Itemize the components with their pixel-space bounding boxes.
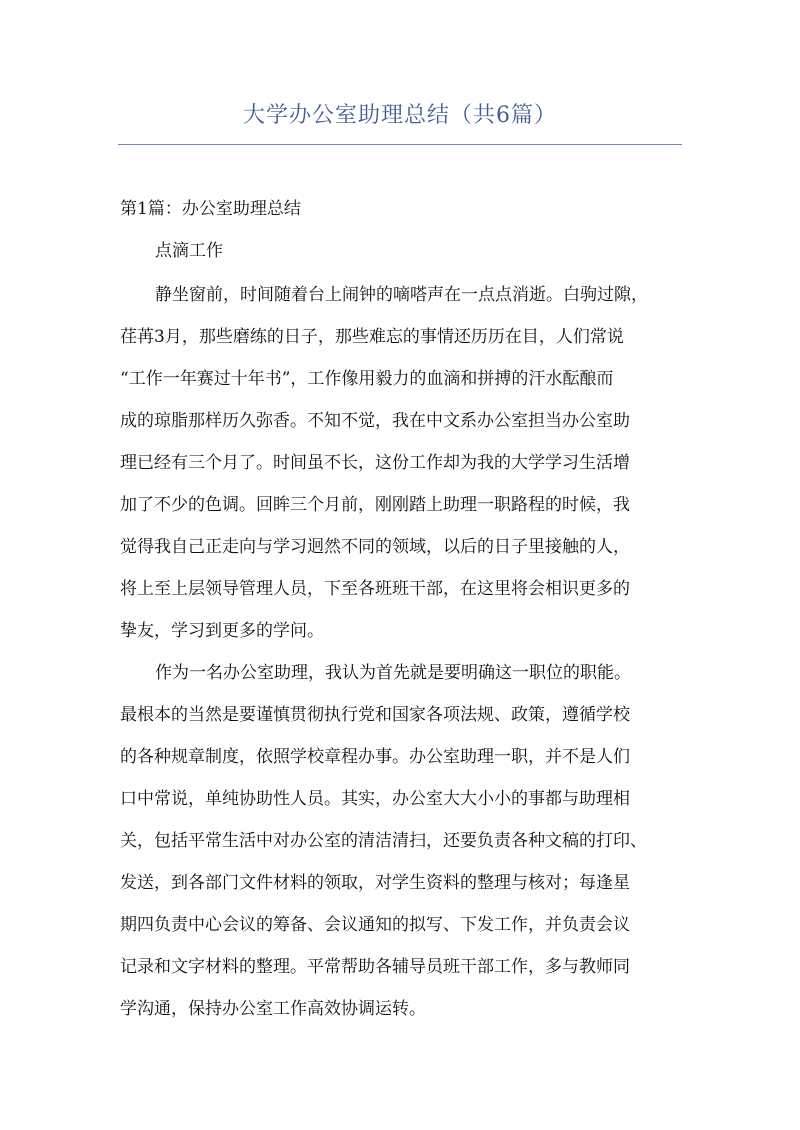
paragraph-line: 成的琼脂那样历久弥香。不知不觉，我在中文系办公室担当办公室助 xyxy=(120,411,630,431)
section-heading: 第1篇：办公室助理总结 xyxy=(120,199,301,219)
paragraph-line: 口中常说，单纯协助性人员。其实，办公室大大小小的事都与助理相 xyxy=(120,789,630,809)
paragraph-line: 发送，到各部门文件材料的领取，对学生资料的整理与核对；每逢星 xyxy=(120,873,630,893)
paragraph-1 xyxy=(120,274,683,652)
paragraph-line: 挚友，学习到更多的学问。 xyxy=(120,621,324,641)
document-title: 大学办公室助理总结（共6篇） xyxy=(243,103,557,128)
paragraph-line: 静坐窗前，时间随着台上闹钟的嘀嗒声在一点点消逝。白驹过隙， xyxy=(155,285,648,305)
paragraph-2 xyxy=(120,652,683,1030)
paragraph-line: 荏苒3月，那些磨练的日子，那些难忘的事情还历历在目，人们常说 xyxy=(120,327,624,347)
paragraph-line: 的各种规章制度，依照学校章程办事。办公室助理一职，并不是人们 xyxy=(120,747,630,767)
paragraph-line: 记录和文字材料的整理。平常帮助各辅导员班干部工作，多与教师同 xyxy=(120,957,630,977)
paragraph-line: 期四负责中心会议的筹备、会议通知的拟写、下发工作，并负责会议 xyxy=(120,915,630,935)
paragraph-line: 学沟通，保持办公室工作高效协调运转。 xyxy=(120,999,426,1019)
paragraph-line: 加了不少的色调。回眸三个月前，刚刚踏上助理一职路程的时候，我 xyxy=(120,495,630,515)
title-underline-rule xyxy=(118,144,682,145)
paragraph-line: 最根本的当然是要谨慎贯彻执行党和国家各项法规、政策，遵循学校 xyxy=(120,705,630,725)
paragraph-line: 觉得我自己正走向与学习迥然不同的领域，以后的日子里接触的人， xyxy=(120,537,630,557)
sub-heading: 点滴工作 xyxy=(155,241,223,261)
paragraph-line: 将上至上层领导管理人员，下至各班班干部，在这里将会相识更多的 xyxy=(120,579,630,599)
paragraph-line: 理已经有三个月了。时间虽不长，这份工作却为我的大学学习生活增 xyxy=(120,453,630,473)
paragraph-line: “工作一年赛过十年书”，工作像用毅力的血滴和拼搏的汗水酝酿而 xyxy=(120,369,614,389)
paragraph-line: 作为一名办公室助理，我认为首先就是要明确这一职位的职能。 xyxy=(155,663,631,683)
paragraph-line: 关，包括平常生活中对办公室的清洁清扫，还要负责各种文稿的打印、 xyxy=(120,831,647,851)
